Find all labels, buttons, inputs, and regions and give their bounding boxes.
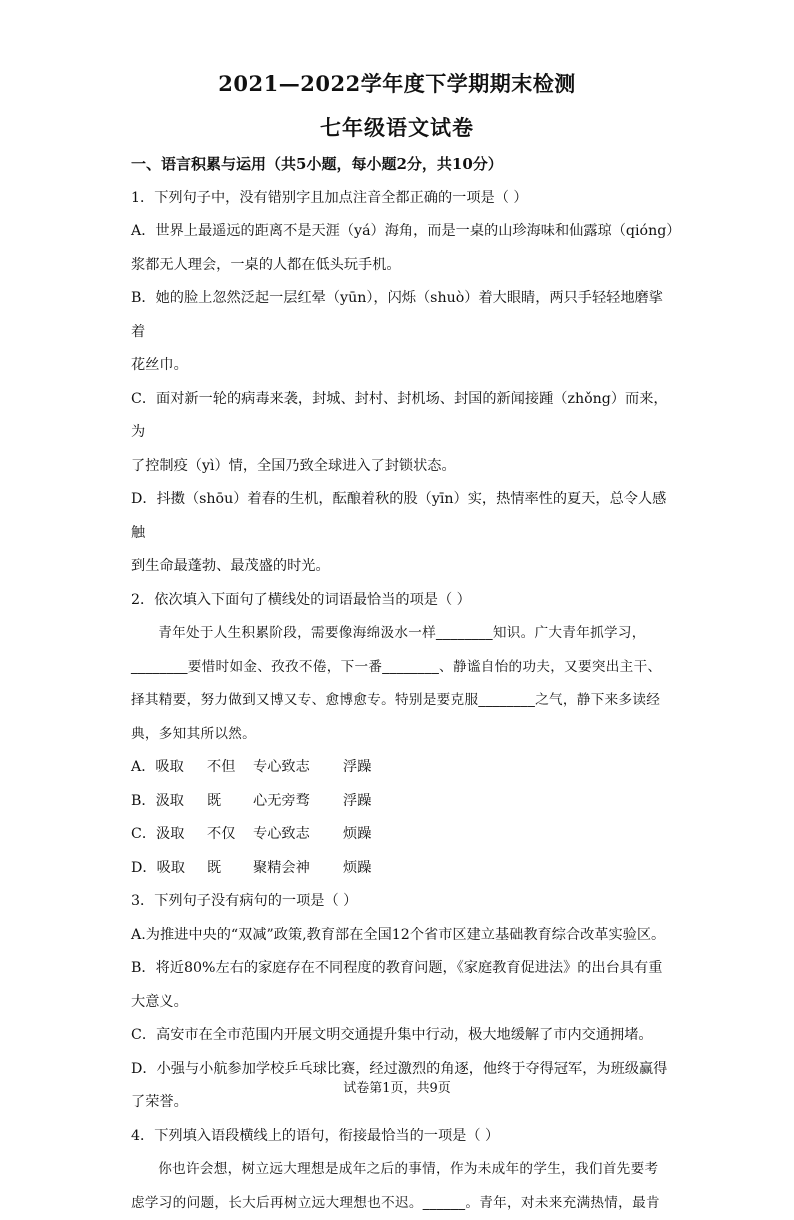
q2-option-b-word1: B．汲取 [131, 785, 205, 819]
q2-option-d-word4: 烦躁 [343, 852, 371, 886]
q1-option-b-line2: 花丝巾。 [131, 349, 677, 383]
q4-passage-line1: 你也许会想，树立远大理想是成年之后的事情，作为未成年的学生，我们首先要考 [131, 1153, 677, 1187]
exam-title: 2021—2022学年度下学期期末检测 [0, 68, 794, 98]
q2-option-b [131, 785, 677, 819]
q2-stem: 2．依次填入下面句了横线处的词语最恰当的项是（ ） [131, 584, 677, 618]
q2-option-d-word1: D．吸取 [131, 852, 205, 886]
q1-stem: 1．下列句子中，没有错别字且加点注音全都正确的一项是（ ） [131, 182, 677, 216]
q3-option-a: A.为推进中央的“双减”政策,教育部在全国12个省市区建立基础教育综合改革实验区。 [131, 919, 677, 953]
q1-option-d-line1: D．抖擞（shōu）着春的生机，酝酿着秋的股（yīn）实，热情率性的夏天，总令人感触 [131, 483, 677, 550]
q2-option-c-word4: 烦躁 [343, 818, 371, 852]
q2-option-a [131, 751, 677, 785]
q4-passage-line2: 虑学习的问题，长大后再树立远大理想也不迟。______。青年，对未来充满热情，最肯 [131, 1187, 677, 1220]
q2-option-a-word3: 专心致志 [253, 751, 343, 785]
q2-passage-line2: ________要惜时如金、孜孜不倦，下一番________、静谧自怡的功夫，又要突出主干、 [131, 651, 677, 685]
q1-option-b-line1: B．她的脸上忽然泛起一层红晕（yūn），闪烁（shuò）着大眼睛，两只手轻轻地磨挲着 [131, 282, 677, 349]
page-footer: 试卷第1页，共9页 [0, 1077, 794, 1096]
q2-option-c [131, 818, 677, 852]
q2-passage-line3: 择其精要，努力做到又博又专、愈博愈专。特别是要克服________之气，静下来多读经 [131, 684, 677, 718]
q2-option-a-word4: 浮躁 [343, 751, 371, 785]
exam-content [131, 148, 677, 1220]
q1-option-c-line2: 了控制疫（yì）情，全国乃致全球进入了封锁状态。 [131, 450, 677, 484]
q2-option-d [131, 852, 677, 886]
q1-option-a-line2: 浆都无人理会，一桌的人都在低头玩手机。 [131, 249, 677, 283]
q2-option-b-word3: 心无旁骛 [253, 785, 343, 819]
q3-option-d-line2: 了荣誉。 [131, 1086, 677, 1120]
exam-subtitle: 七年级语文试卷 [0, 112, 794, 142]
q1-option-d-line2: 到生命最蓬勃、最茂盛的时光。 [131, 550, 677, 584]
q2-option-b-word2: 既 [207, 785, 247, 819]
q1-option-c-line1: C．面对新一轮的病毒来袭，封城、封村、封机场、封国的新闻接踵（zhǒng）而来，为 [131, 383, 677, 450]
q2-passage-line4: 典，多知其所以然。 [131, 718, 677, 752]
q2-option-a-word2: 不但 [207, 751, 247, 785]
q3-option-b-line2: 大意义。 [131, 986, 677, 1020]
q2-option-c-word1: C．汲取 [131, 818, 205, 852]
q3-option-d-line1: D．小强与小航参加学校乒乓球比赛，经过激烈的角逐，他终于夺得冠军，为班级赢得 [131, 1053, 677, 1087]
q3-option-b-line1: B．将近80%左右的家庭存在不同程度的教育问题，《家庭教育促进法》的出台具有重 [131, 952, 677, 986]
q2-option-c-word2: 不仅 [207, 818, 247, 852]
q1-option-a-line1: A．世界上最遥远的距离不是天涯（yá）海角，而是一桌的山珍海味和仙露琼（qióng） [131, 215, 677, 249]
q2-option-d-word3: 聚精会神 [253, 852, 343, 886]
q2-passage-line1: 青年处于人生积累阶段，需要像海绵汲水一样________知识。广大青年抓学习， [131, 617, 677, 651]
q4-stem: 4．下列填入语段横线上的语句，衔接最恰当的一项是（ ） [131, 1120, 677, 1154]
q2-option-d-word2: 既 [207, 852, 247, 886]
q2-option-b-word4: 浮躁 [343, 785, 371, 819]
q3-stem: 3．下列句子没有病句的一项是（ ） [131, 885, 677, 919]
q2-option-c-word3: 专心致志 [253, 818, 343, 852]
q2-option-a-word1: A．吸取 [131, 751, 205, 785]
section-heading: 一、语言积累与运用（共5小题，每小题2分，共10分） [131, 148, 677, 182]
q3-option-c: C．高安市在全市范围内开展文明交通提升集中行动，极大地缓解了市内交通拥堵。 [131, 1019, 677, 1053]
